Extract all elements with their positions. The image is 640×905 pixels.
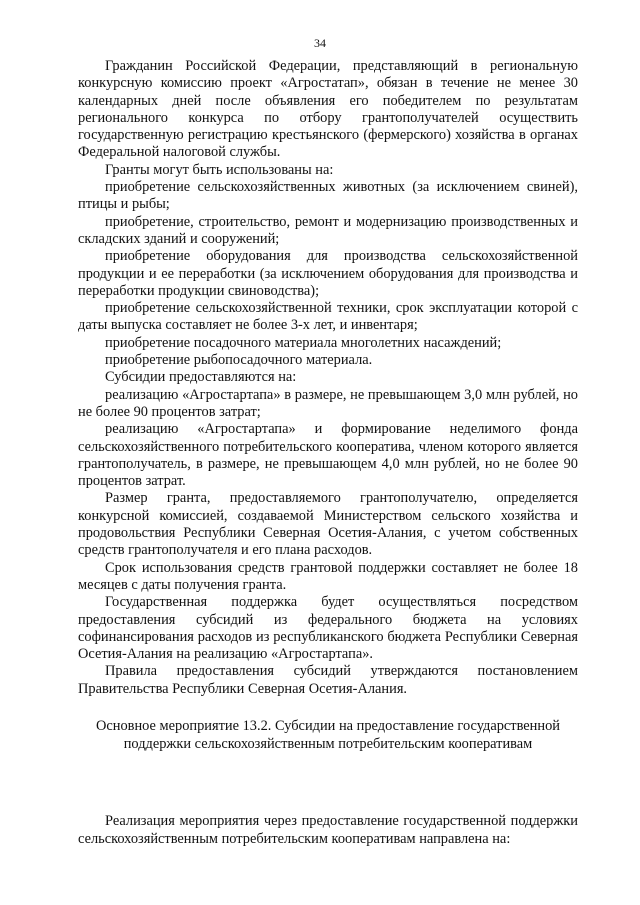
list-item-machinery: приобретение сельскохозяйственной техники, срок эксплуатации которой с даты выпуска составляет не более 3-х лет, и инвентаря; [78, 300, 578, 334]
paragraph-registration: Гражданин Российской Федерации, представляющий в региональную конкурсную комиссию проект «Агростатап», обязан в течение не менее 30 календарных дней после объявления его победителем по результатам регионального конкурса по отбору грантополучателей осуществить государственную регистрацию крестьянского (фермерского) хозяйства в органах Федеральной налоговой службы. [78, 58, 578, 161]
list-item-animals: приобретение сельскохозяйственных животных (за исключением свиней), птицы и рыбы; [78, 179, 578, 213]
paragraph-rules: Правила предоставления субсидий утверждаются постановлением Правительства Республики Северная Осетия-Алания. [78, 663, 578, 697]
list-item-planting-material: приобретение посадочного материала многолетних насаждений; [105, 334, 502, 351]
paragraph-implementation: Реализация мероприятия через предоставление государственной поддержки сельскохозяйственным потребительским кооперативам направлена на: [78, 813, 578, 847]
paragraph-grants-usage-intro: Гранты могут быть использованы на: [105, 161, 334, 178]
list-item-construction: приобретение, строительство, ремонт и модернизацию производственных и складских зданий и сооружений; [78, 213, 578, 247]
list-item-subsidy-3m: реализацию «Агростартапа» в размере, не превышающем 3,0 млн рублей, но не более 90 процентов затрат; [78, 386, 578, 420]
section-heading: Основное мероприятие 13.2. Субсидии на предоставление государственной поддержки сельскохозяйственным потребительским кооперативам [96, 718, 560, 752]
paragraph-grant-term: Срок использования средств грантовой поддержки составляет не более 18 месяцев с даты получения гранта. [78, 559, 578, 593]
list-item-equipment: приобретение оборудования для производства сельскохозяйственной продукции и ее переработки (за исключением оборудования для производства и переработки продукции свиноводства); [78, 248, 578, 299]
paragraph-state-support: Государственная поддержка будет осуществляться посредством предоставления субсидий из федерального бюджета на условиях софинансирования расходов из республиканского бюджета Республики Северная Осетия-Алания на реализацию «Агростартапа». [78, 594, 578, 663]
paragraph-subsidies-intro: Субсидии предоставляются на: [105, 369, 297, 386]
page-number: 34 [314, 36, 326, 50]
paragraph-grant-size: Размер гранта, предоставляемого грантополучателю, определяется конкурсной комиссией, создаваемой Министерством сельского хозяйства и продовольствия Республики Северная Осетия-Алания, с учетом собственных средств грантополучателя и его плана расходов. [78, 490, 578, 559]
list-item-subsidy-4m: реализацию «Агростартапа» и формирование неделимого фонда сельскохозяйственного потребительского кооператива, членом которого является грантополучатель, в размере, не превышающем 4,0 млн рублей, но не более 90 процентов затрат. [78, 421, 578, 490]
body-text [78, 58, 578, 698]
list-item-fish-stock: приобретение рыбопосадочного материала. [105, 352, 373, 369]
